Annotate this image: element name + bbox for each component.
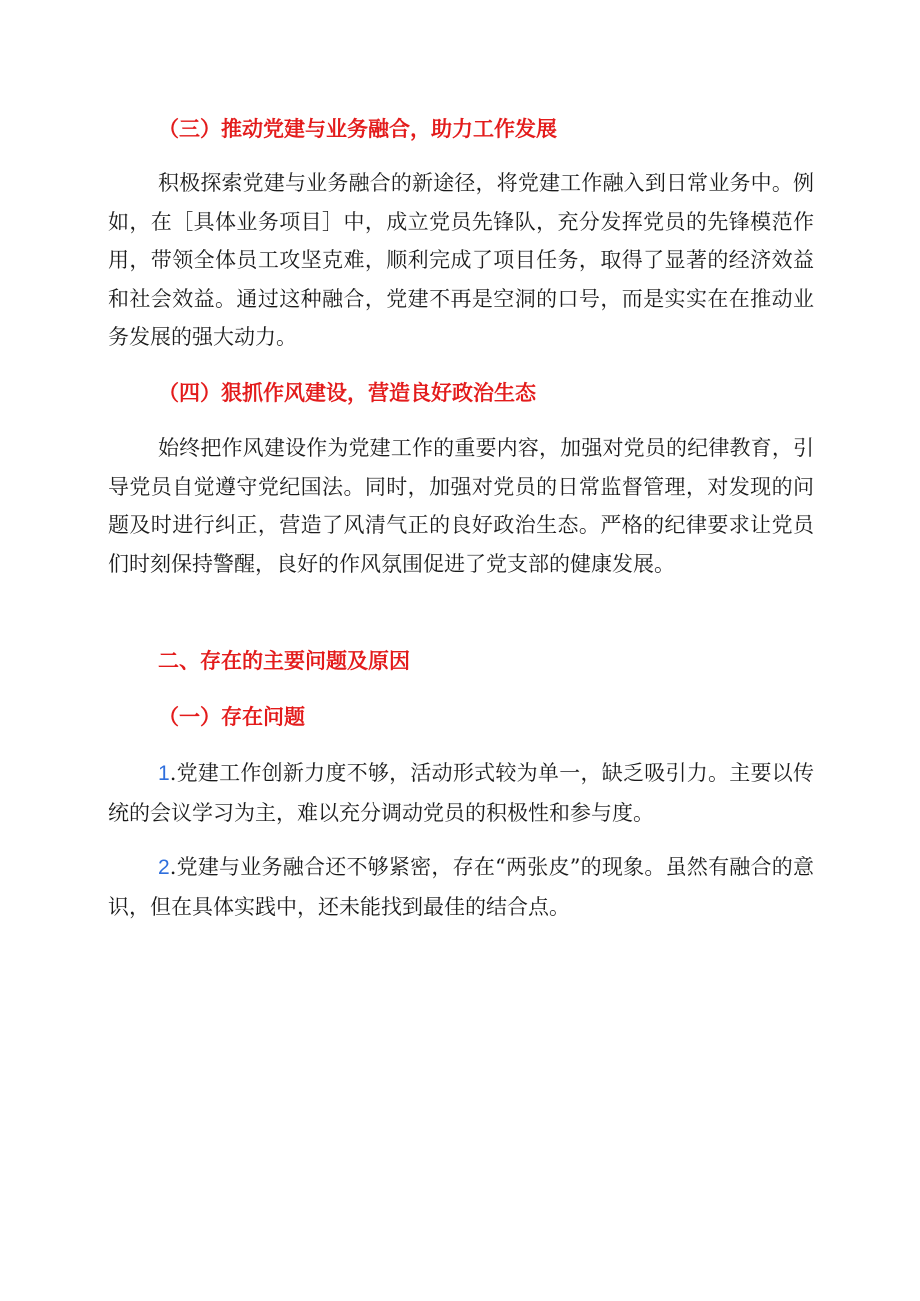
- paragraph-section-4: 始终把作风建设作为党建工作的重要内容，加强对党员的纪律教育，引导党员自觉遵守党纪国法。同时，加强对党员的日常监督管理，对发现的问题及时进行纠正，营造了风清气正的良好政治生态。严格的纪律要求让党员们时刻保持警醒，良好的作风氛围促进了党支部的健康发展。: [108, 436, 814, 576]
- heading-subsection-1: （一）存在问题: [158, 705, 305, 729]
- list-item-1-number: 1: [158, 762, 170, 785]
- list-item-1: [108, 754, 814, 832]
- paragraph-section-3: 积极探索党建与业务融合的新途径，将党建工作融入到日常业务中。例如，在［具体业务项目］中，成立党员先锋队，充分发挥党员的先锋模范作用，带领全体员工攻坚克难，顺利完成了项目任务，取得了显著的经济效益和社会效益。通过这种融合，党建不再是空洞的口号，而是实实在在推动业务发展的强大动力。: [108, 171, 814, 349]
- heading-part-2: 二、存在的主要问题及原因: [158, 649, 410, 673]
- list-item-2: [108, 848, 814, 926]
- list-item-2-number: 2: [158, 856, 170, 879]
- list-item-2-text: .党建与业务融合还不够紧密，存在“两张皮”的现象。虽然有融合的意识，但在具体实践中，还未能找到最佳的结合点。: [108, 855, 814, 919]
- list-item-1-text: .党建工作创新力度不够，活动形式较为单一，缺乏吸引力。主要以传统的会议学习为主，难以充分调动党员的积极性和参与度。: [108, 761, 814, 825]
- heading-section-4: （四）狠抓作风建设，营造良好政治生态: [158, 381, 536, 405]
- heading-section-3: （三）推动党建与业务融合，助力工作发展: [158, 117, 557, 141]
